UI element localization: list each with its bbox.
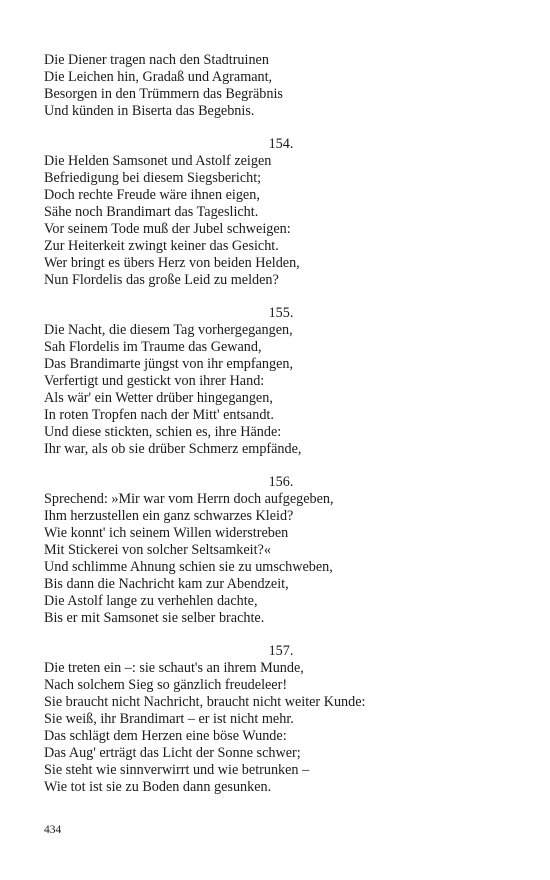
stanza-number: 157. bbox=[268, 643, 294, 659]
verse-line: Und diese stickten, schien es, ihre Hände: bbox=[44, 424, 282, 440]
verse-line: Das schlägt dem Herzen eine böse Wunde: bbox=[44, 728, 287, 744]
verse-line: Nun Flordelis das große Leid zu melden? bbox=[44, 272, 279, 288]
verse-line: Wie konnt' ich seinem Willen widerstreben bbox=[44, 525, 289, 541]
verse-line: Vor seinem Tode muß der Jubel schweigen: bbox=[44, 221, 291, 237]
verse-line: Sie braucht nicht Nachricht, braucht nicht weiter Kunde: bbox=[44, 694, 366, 710]
verse-line: Nach solchem Sieg so gänzlich freudeleer! bbox=[44, 677, 288, 693]
verse-line: Wer bringt es übers Herz von beiden Helden, bbox=[44, 255, 300, 271]
stanza-156 bbox=[44, 474, 514, 627]
verse-line: Die Diener tragen nach den Stadtruinen bbox=[44, 52, 269, 68]
verse-line: Doch rechte Freude wäre ihnen eigen, bbox=[44, 187, 260, 203]
poem-text bbox=[44, 52, 514, 796]
verse-line: In roten Tropfen nach der Mitt' entsandt. bbox=[44, 407, 274, 423]
stanza-157 bbox=[44, 643, 514, 796]
verse-line: Ihr war, als ob sie drüber Schmerz empfände, bbox=[44, 441, 302, 457]
stanza-number: 154. bbox=[268, 136, 294, 152]
verse-line: Verfertigt und gestickt von ihrer Hand: bbox=[44, 373, 265, 389]
verse-line: Sie weiß, ihr Brandimart – er ist nicht mehr. bbox=[44, 711, 294, 727]
verse-line: Und schlimme Ahnung schien sie zu umschweben, bbox=[44, 559, 333, 575]
verse-line: Die Astolf lange zu verhehlen dachte, bbox=[44, 593, 258, 609]
stanza-154 bbox=[44, 136, 514, 289]
verse-line: Zur Heiterkeit zwingt keiner das Gesicht. bbox=[44, 238, 279, 254]
verse-line: Bis er mit Samsonet sie selber brachte. bbox=[44, 610, 265, 626]
verse-line: Befriedigung bei diesem Siegsbericht; bbox=[44, 170, 262, 186]
verse-line: Das Brandimarte jüngst von ihr empfangen, bbox=[44, 356, 294, 372]
verse-line: Besorgen in den Trümmern das Begräbnis bbox=[44, 86, 283, 102]
verse-line: Die treten ein –: sie schaut's an ihrem Munde, bbox=[44, 660, 304, 676]
verse-line: Sprechend: »Mir war vom Herrn doch aufgegeben, bbox=[44, 491, 334, 507]
verse-line: Als wär' ein Wetter drüber hingegangen, bbox=[44, 390, 273, 406]
stanza-number: 155. bbox=[268, 305, 294, 321]
verse-line: Ihm herzustellen ein ganz schwarzes Kleid? bbox=[44, 508, 294, 524]
verse-line: Mit Stickerei von solcher Seltsamkeit?« bbox=[44, 542, 271, 558]
verse-line: Sah Flordelis im Traume das Gewand, bbox=[44, 339, 262, 355]
verse-line: Sie steht wie sinnverwirrt und wie betrunken – bbox=[44, 762, 310, 778]
verse-line: Die Leichen hin, Gradaß und Agramant, bbox=[44, 69, 273, 85]
verse-line: Sähe noch Brandimart das Tageslicht. bbox=[44, 204, 259, 220]
intro-stanza bbox=[44, 52, 514, 120]
verse-line: Bis dann die Nachricht kam zur Abendzeit, bbox=[44, 576, 289, 592]
verse-line: Die Nacht, die diesem Tag vorhergegangen, bbox=[44, 322, 293, 338]
verse-line: Wie tot ist sie zu Boden dann gesunken. bbox=[44, 779, 272, 795]
stanza-number: 156. bbox=[268, 474, 294, 490]
verse-line: Und künden in Biserta das Begebnis. bbox=[44, 103, 255, 119]
page-number: 434 bbox=[44, 824, 62, 836]
verse-line: Das Aug' erträgt das Licht der Sonne schwer; bbox=[44, 745, 301, 761]
verse-line: Die Helden Samsonet und Astolf zeigen bbox=[44, 153, 272, 169]
stanza-155 bbox=[44, 305, 514, 458]
